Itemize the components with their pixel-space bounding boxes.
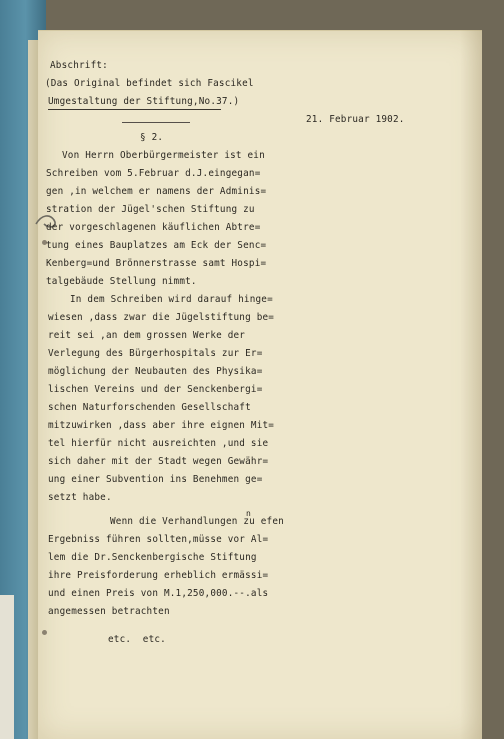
- closing-etc: etc. etc.: [108, 634, 166, 645]
- text-line: ihre Preisforderung erheblich ermässi=: [48, 570, 269, 581]
- text-line: ung einer Subvention ins Benehmen ge=: [48, 474, 263, 485]
- text-line: Von Herrn Oberbürgermeister ist ein: [62, 150, 265, 161]
- note-underline: [48, 109, 221, 110]
- text-line: tung eines Bauplatzes am Eck der Senc=: [46, 240, 267, 251]
- text-line: In dem Schreiben wird darauf hinge=: [70, 294, 273, 305]
- text-line: der vorgeschlagenen käuflichen Abtre=: [46, 222, 261, 233]
- text-line: möglichung der Neubauten des Physika=: [48, 366, 263, 377]
- text-line: gen ,in welchem er namens der Adminis=: [46, 186, 267, 197]
- text-line: mitzuwirken ,dass aber ihre eignen Mit=: [48, 420, 275, 431]
- sheet-shadow: [460, 30, 482, 739]
- text-line: schen Naturforschenden Gesellschaft: [48, 402, 251, 413]
- typewritten-sheet: [38, 30, 482, 739]
- text-line: Ergebniss führen sollten,müsse vor Al=: [48, 534, 269, 545]
- folder-paper-strip: [0, 595, 14, 739]
- sheet-top-edge: [38, 30, 482, 31]
- text-line: wiesen ,dass zwar die Jügelstiftung be=: [48, 312, 275, 323]
- text-line: stration der Jügel'schen Stiftung zu: [46, 204, 255, 215]
- folder-inner-edge: [28, 40, 38, 739]
- punch-hole-bottom: [42, 630, 47, 635]
- text-line: Wenn die Verhandlungen zu efen: [110, 516, 284, 527]
- text-line: talgebäude Stellung nimmt.: [46, 276, 197, 287]
- text-line: Kenberg=und Brönnerstrasse samt Hospi=: [46, 258, 267, 269]
- text-line: Schreiben vom 5.Februar d.J.eingegan=: [46, 168, 261, 179]
- section-number: § 2.: [140, 132, 164, 143]
- copy-heading: Abschrift:: [50, 60, 108, 71]
- text-line: angemessen betrachten: [48, 606, 170, 617]
- text-line: lem die Dr.Senckenbergische Stiftung: [48, 552, 257, 563]
- handwritten-correction: n: [246, 509, 252, 518]
- text-line: lischen Vereins und der Senckenbergi=: [48, 384, 263, 395]
- text-line: Verlegung des Bürgerhospitals zur Er=: [48, 348, 263, 359]
- text-line: sich daher mit der Stadt wegen Gewähr=: [48, 456, 269, 467]
- text-line: setzt habe.: [48, 492, 112, 503]
- document-date: 21. Februar 1902.: [306, 114, 405, 125]
- text-line: reit sei ,an dem grossen Werke der: [48, 330, 246, 341]
- section-separator: [122, 122, 190, 123]
- original-note-line2: Umgestaltung der Stiftung,No.37.): [48, 96, 240, 107]
- original-note-line1: (Das Original befindet sich Fascikel: [45, 78, 254, 89]
- text-line: tel hierfür nicht ausreichten ,und sie: [48, 438, 269, 449]
- text-line: und einen Preis von M.1,250,000.--.als: [48, 588, 269, 599]
